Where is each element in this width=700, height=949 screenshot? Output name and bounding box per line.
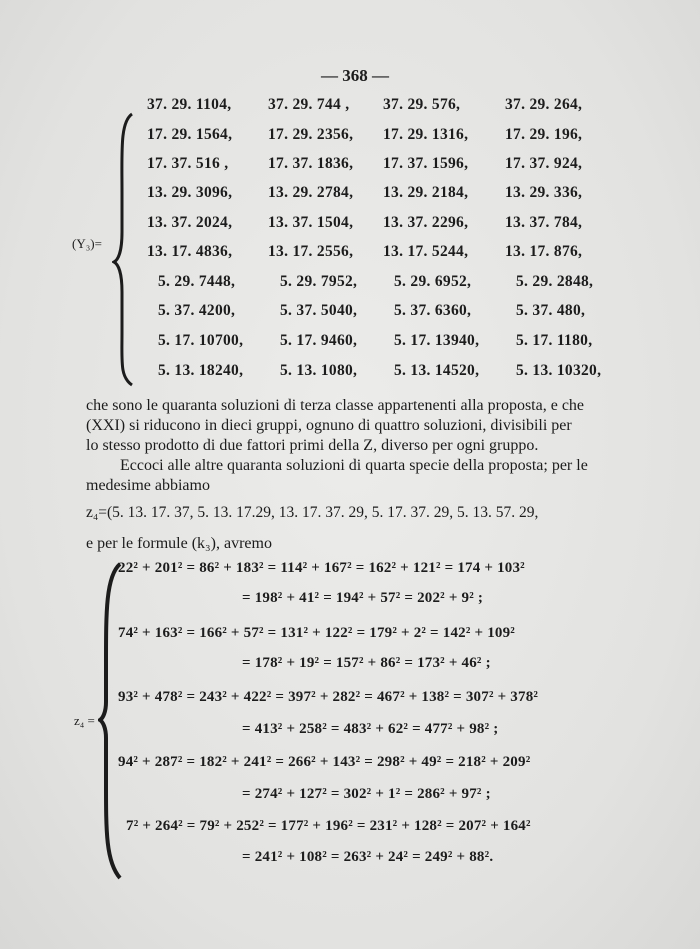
table-cell: 13. 17. 876, [505, 243, 583, 260]
paragraph-line: medesime abbiamo [86, 477, 210, 494]
table-cell: 37. 29. 744 , [268, 96, 350, 113]
table-cell: 5. 17. 13940, [394, 332, 480, 349]
table-cell: 37. 29. 264, [505, 96, 583, 113]
y3-label: (Y₃)= [72, 236, 102, 251]
table-cell: 13. 37. 2024, [147, 214, 233, 231]
table-cell: 5. 13. 14520, [394, 362, 480, 379]
equation-line: 22² + 201² = 86² + 183² = 114² + 167² = 162² + 121² = 174 + 103² [118, 560, 525, 576]
table-cell: 17. 29. 1316, [383, 126, 469, 143]
table-cell: 5. 37. 5040, [280, 302, 358, 319]
equation-line: = 241² + 108² = 263² + 24² = 249² + 88². [242, 849, 494, 865]
equation-line: 93² + 478² = 243² + 422² = 397² + 282² = 467² + 138² = 307² + 378² [118, 689, 539, 705]
table-cell: 13. 29. 2184, [383, 184, 469, 201]
table-cell: 5. 29. 7952, [280, 273, 358, 290]
table-cell: 17. 37. 516 , [147, 155, 229, 172]
table-cell: 13. 29. 2784, [268, 184, 354, 201]
z4-label: z₄ = [74, 713, 95, 728]
equation-line: 7² + 264² = 79² + 252² = 177² + 196² = 231² + 128² = 207² + 164² [126, 818, 531, 834]
page-number: — 368 — [321, 66, 389, 85]
table-cell: 13. 37. 2296, [383, 214, 469, 231]
paragraph-line: lo stesso prodotto di due fattori primi della Z, diverso per ogni gruppo. [86, 437, 539, 454]
paragraph-line: (XXI) si riducono in dieci gruppi, ognuno di quattro soluzioni, divisibili per [86, 417, 572, 434]
table-cell: 5. 17. 1180, [516, 332, 593, 349]
table-cell: 5. 37. 4200, [158, 302, 236, 319]
table-cell: 13. 29. 336, [505, 184, 583, 201]
equation-line: 94² + 287² = 182² + 241² = 266² + 143² = 298² + 49² = 218² + 209² [118, 754, 531, 770]
table-cell: 13. 37. 784, [505, 214, 583, 231]
table-cell: 5. 17. 9460, [280, 332, 358, 349]
table-cell: 13. 37. 1504, [268, 214, 354, 231]
table-cell: 5. 29. 2848, [516, 273, 594, 290]
table-cell: 5. 17. 10700, [158, 332, 244, 349]
table-cell: 13. 17. 2556, [268, 243, 354, 260]
table-cell: 17. 29. 2356, [268, 126, 354, 143]
paragraph-line: che sono le quaranta soluzioni di terza classe appartenenti alla proposta, e che [86, 397, 585, 414]
table-cell: 13. 29. 3096, [147, 184, 233, 201]
table-cell: 17. 37. 1836, [268, 155, 354, 172]
table-cell: 5. 13. 18240, [158, 362, 244, 379]
table-cell: 13. 17. 4836, [147, 243, 233, 260]
table-cell: 5. 29. 6952, [394, 273, 472, 290]
table-cell: 17. 37. 1596, [383, 155, 469, 172]
table-cell: 17. 29. 196, [505, 126, 583, 143]
table-cell: 5. 37. 6360, [394, 302, 472, 319]
table-cell: 5. 13. 10320, [516, 362, 602, 379]
left-brace-icon [112, 112, 136, 387]
table-cell: 17. 37. 924, [505, 155, 583, 172]
equation-line: = 178² + 19² = 157² + 86² = 173² + 46² ; [242, 655, 491, 671]
formula-line: e per le formule (k₃), avremo [86, 535, 272, 552]
table-cell: 17. 29. 1564, [147, 126, 233, 143]
table-cell: 37. 29. 1104, [147, 96, 232, 113]
equation-line: = 198² + 41² = 194² + 57² = 202² + 9² ; [242, 590, 484, 606]
equation-line: 74² + 163² = 166² + 57² = 131² + 122² = 179² + 2² = 142² + 109² [118, 625, 515, 641]
paragraph-line: Eccoci alle altre quaranta soluzioni di quarta specie della proposta; per le [120, 457, 588, 474]
table-cell: 5. 13. 1080, [280, 362, 358, 379]
left-brace-icon [98, 562, 124, 880]
equation-line: = 274² + 127² = 302² + 1² = 286² + 97² ; [242, 786, 491, 802]
table-cell: 13. 17. 5244, [383, 243, 469, 260]
z4-values-line: z₄=(5. 13. 17. 37, 5. 13. 17.29, 13. 17. 37. 29, 5. 17. 37. 29, 5. 13. 57. 29, [86, 504, 539, 521]
table-cell: 5. 37. 480, [516, 302, 586, 319]
table-cell: 5. 29. 7448, [158, 273, 236, 290]
table-cell: 37. 29. 576, [383, 96, 461, 113]
equation-line: = 413² + 258² = 483² + 62² = 477² + 98² ; [242, 721, 499, 737]
